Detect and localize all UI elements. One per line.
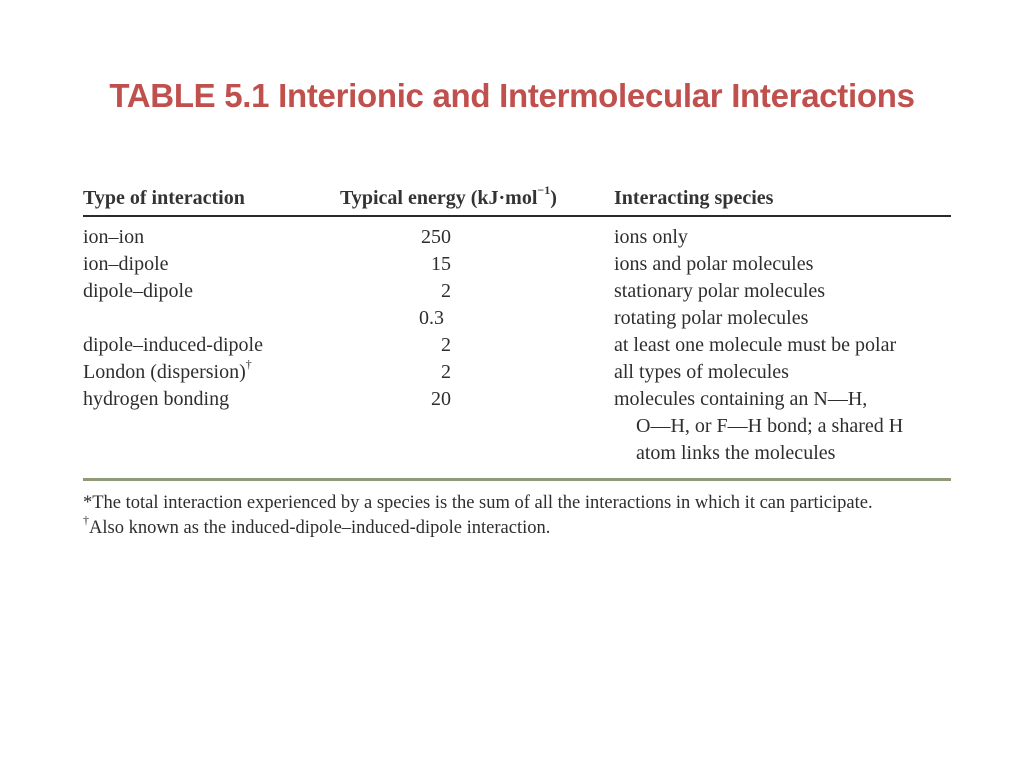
- cell-species: ions and polar molecules: [614, 253, 814, 275]
- cell-species: stationary polar molecules: [614, 280, 826, 302]
- table-row: [83, 251, 951, 278]
- footnotes: [83, 491, 963, 541]
- cell-species-continued: O—H, or F—H bond; a shared H: [636, 415, 904, 437]
- cell-type: hydrogen bonding: [83, 388, 230, 410]
- table-row-continuation: [83, 413, 951, 440]
- cell-energy: 2: [441, 334, 451, 356]
- cell-species: all types of molecules: [614, 361, 789, 383]
- cell-species: at least one molecule must be polar: [614, 334, 897, 356]
- interactions-table: [83, 183, 951, 481]
- cell-species: molecules containing an N—H,: [614, 388, 868, 410]
- cell-type-text: London (dispersion): [83, 361, 246, 383]
- cell-species: rotating polar molecules: [614, 307, 809, 329]
- table-row: [83, 332, 951, 359]
- dagger-mark: †: [245, 357, 252, 372]
- header-energy-close: ): [550, 187, 557, 209]
- cell-type: ion–ion: [83, 226, 145, 248]
- cell-energy: 20: [431, 388, 451, 410]
- cell-energy: 2: [441, 280, 451, 302]
- cell-type: dipole–induced-dipole: [83, 334, 263, 356]
- header-energy-superscript: −1: [537, 183, 551, 198]
- table-row: [83, 305, 951, 332]
- footnote-dagger-text: Also known as the induced-dipole–induced-dipole interaction.: [89, 518, 551, 538]
- table-row: [83, 224, 951, 251]
- slide-title: TABLE 5.1 Interionic and Intermolecular Interactions: [109, 77, 915, 114]
- dagger-mark: †: [83, 512, 89, 527]
- bottom-rule: [83, 478, 951, 481]
- cell-energy: 15: [431, 253, 451, 275]
- table-row: [83, 359, 951, 386]
- cell-species-continued: atom links the molecules: [636, 442, 836, 464]
- header-energy-text: Typical energy (kJ·mol: [340, 187, 538, 209]
- cell-energy: 2: [441, 361, 451, 383]
- cell-type: ion–dipole: [83, 253, 169, 275]
- table-row: [83, 278, 951, 305]
- cell-energy: 0.3: [419, 307, 444, 329]
- table-row-continuation: [83, 440, 951, 467]
- header-energy: [340, 183, 557, 210]
- footnote-asterisk: *The total interaction experienced by a species is the sum of all the interactions in which it can participate.: [83, 493, 873, 513]
- header-type: Type of interaction: [83, 187, 245, 209]
- footnote-dagger: [83, 512, 963, 541]
- cell-type: dipole–dipole: [83, 280, 193, 302]
- table-header: [83, 183, 951, 215]
- table-row: [83, 386, 951, 413]
- cell-species: ions only: [614, 226, 688, 248]
- header-species: Interacting species: [614, 187, 774, 209]
- cell-energy: 250: [421, 226, 451, 248]
- table-body: [83, 217, 951, 478]
- cell-type: [83, 359, 252, 386]
